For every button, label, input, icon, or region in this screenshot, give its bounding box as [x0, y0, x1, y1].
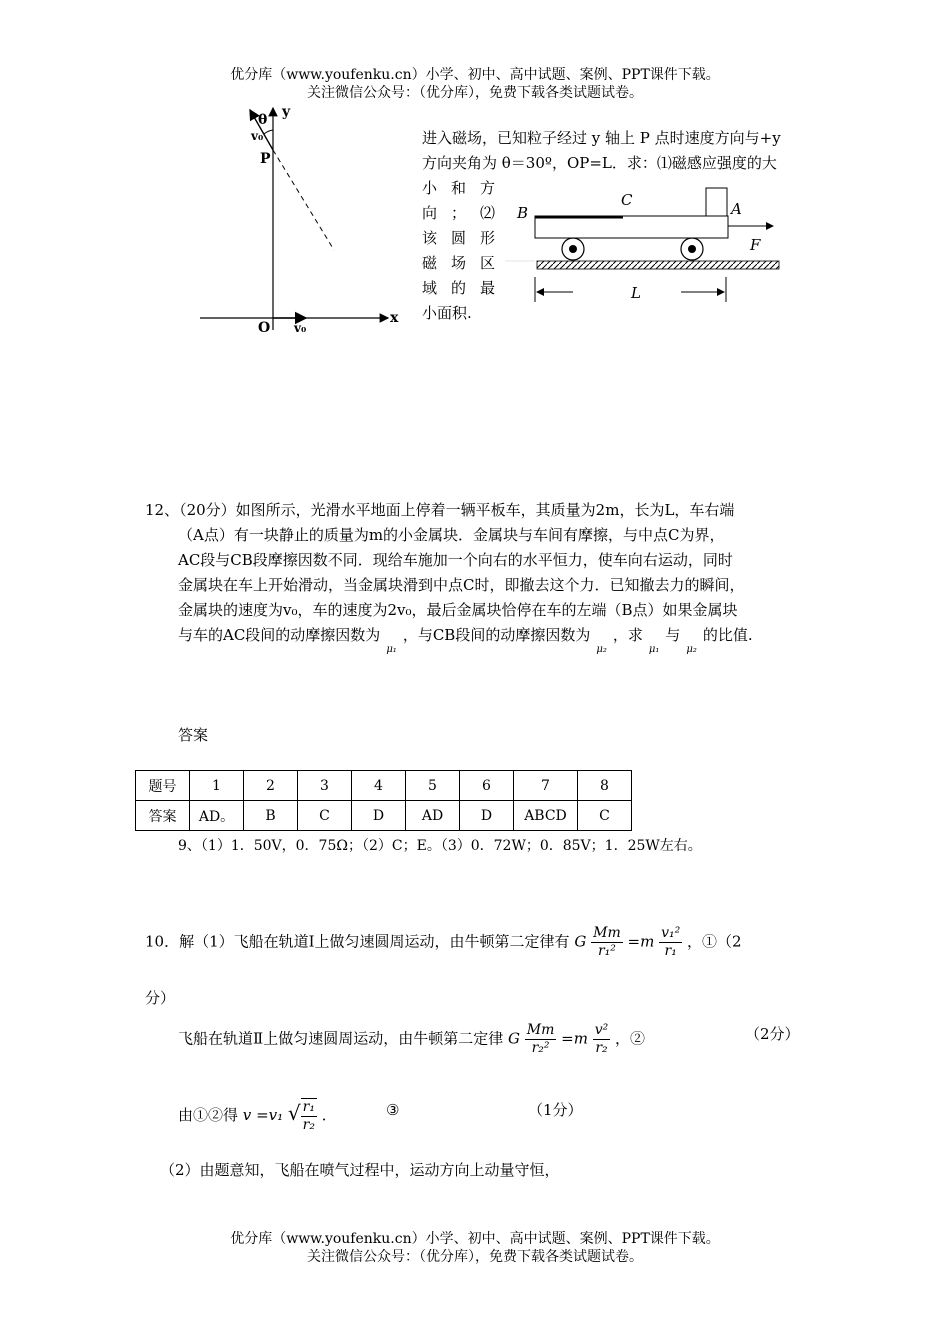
- q10-line-1-cont: 分）: [145, 989, 176, 1007]
- table-cell: AD: [406, 801, 460, 831]
- q11-line-2: 方向夹角为 θ＝30º，OP=L．求：⑴磁感应强度的大: [422, 154, 777, 172]
- label-b: B: [517, 204, 529, 222]
- q10-line-1: 10．解（1）飞船在轨道Ⅰ上做匀速圆周运动，由牛顿第二定律有 G $\frac{Mm}{\text{r₁²}}$ =m $\frac{\text{v₁²}}{\text{r₁}}$ ，①（2: [145, 925, 742, 959]
- metal-block: [706, 188, 727, 216]
- origin-label: O: [258, 320, 271, 336]
- x-label: x: [390, 310, 399, 326]
- axes-figure: [190, 100, 420, 345]
- table-row: [136, 771, 632, 801]
- mu1-symbol: μ₁: [386, 644, 397, 655]
- q10-line-2-score: （2分）: [745, 1025, 800, 1043]
- mu1-symbol-2: μ₁: [648, 644, 660, 655]
- p-label: P: [260, 151, 271, 167]
- table-cell: D: [352, 801, 406, 831]
- q11-wrap-4: 磁场区: [422, 254, 510, 272]
- table-cell: 6: [460, 771, 514, 801]
- table-cell: 8: [578, 771, 632, 801]
- q10-line-3: 由①②得 v =v₁ √ $\frac{\text{r₁}}{\text{r₂}}$ ．: [178, 1099, 337, 1133]
- q11-wrap-3: 该圆形: [422, 229, 510, 247]
- label-c: C: [621, 191, 633, 209]
- table-cell: AD。: [190, 801, 244, 831]
- footer-line-1: 优分库（www.youfenku.cn）小学、初中、高中试题、案例、PPT课件下载。: [230, 1231, 720, 1247]
- q12-line-1: 12、（20分）如图所示，光滑水平地面上停着一辆平板车，其质量为2m，长为L，车右端: [145, 501, 735, 519]
- v0-top-label: v₀: [251, 129, 264, 143]
- theta-label: θ: [258, 112, 268, 128]
- q10-line-3-score: （1分）: [528, 1101, 583, 1119]
- equation-3: v =v₁ √ $\frac{\text{r₁}}{\text{r₂}}$: [242, 1099, 315, 1133]
- table-cell: D: [460, 801, 514, 831]
- label-l: L: [631, 284, 641, 302]
- q12-line-5: 金属块的速度为v₀，车的速度为2v₀，最后金属块恰停在车的左端（B点）如果金属块: [178, 601, 738, 619]
- q11-wrap-5: 域的最: [422, 279, 510, 297]
- table-cell: 7: [514, 771, 578, 801]
- answers-title: 答案: [178, 726, 209, 744]
- q11-wrap-6: 小面积.: [422, 304, 472, 322]
- y-label: y: [282, 104, 291, 120]
- equation-2: G $\frac{Mm}{\text{r₂²}}$ =m $\frac{\text{v²}}{\text{r₂}}$: [507, 1022, 609, 1056]
- q10-line-3-mark: ③: [386, 1101, 400, 1119]
- q11-wrap-2: 向；⑵: [422, 204, 510, 222]
- q10-line-4: （2）由题意知，飞船在喷气过程中，运动方向上动量守恒，: [160, 1161, 560, 1179]
- header-line-1: 优分库（www.youfenku.cn）小学、初中、高中试题、案例、PPT课件下载。: [230, 67, 720, 83]
- row-label-number: 题号: [136, 771, 190, 801]
- table-cell: 1: [190, 771, 244, 801]
- equation-1: G $\frac{Mm}{\text{r₁²}}$ =m $\frac{\text{v₁²}}{\text{r₁}}$: [574, 925, 681, 959]
- v0-bottom-label: v₀: [294, 321, 307, 335]
- q12-line-2: （A点）有一块静止的质量为m的小金属块．金属块与车间有摩擦，与中点C为界，: [178, 526, 725, 544]
- q11-wrap-1: 小和方: [422, 179, 510, 197]
- mu2-symbol: μ₂: [596, 644, 607, 655]
- q10-line-2: 飞船在轨道Ⅱ上做匀速圆周运动，由牛顿第二定律 G $\frac{Mm}{\text{r₂²}}$ =m $\frac{\text{v²}}{\text{r₂}}$ ，②: [178, 1022, 646, 1056]
- ground: [537, 261, 779, 269]
- label-f: F: [750, 236, 761, 254]
- table-cell: 4: [352, 771, 406, 801]
- table-cell: C: [578, 801, 632, 831]
- q9-answer: 9、（1）1．50V，0．75Ω；（2）C；E。（3）0．72W；0．85V；1．25W左右。: [178, 838, 702, 854]
- table-cell: 5: [406, 771, 460, 801]
- header-line-2: 关注微信公众号：（优分库），免费下载各类试题试卷。: [307, 85, 643, 101]
- q12-line-4: 金属块在车上开始滑动，当金属块滑到中点C时，即撤去这个力．已知撤去力的瞬间，: [178, 576, 745, 594]
- table-cell: C: [298, 801, 352, 831]
- cart-figure: [505, 180, 790, 310]
- mu2-symbol-2: μ₂: [686, 644, 697, 655]
- footer-line-2: 关注微信公众号：（优分库），免费下载各类试题试卷。: [307, 1249, 643, 1265]
- q12-line-6: 与车的AC段间的动摩擦因数为$_{\mu_1}$，与CB段间的动摩擦因数为$_{\mu_2}$，求$_{\mu_1}$与$_{\mu_2}$的比值.: [178, 626, 753, 655]
- label-a: A: [731, 200, 742, 218]
- table-row: [136, 801, 632, 831]
- q11-line-1: 进入磁场，已知粒子经过 y 轴上 P 点时速度方向与+y: [422, 129, 781, 147]
- table-cell: B: [244, 801, 298, 831]
- row-label-answer: 答案: [136, 801, 190, 831]
- table-cell: ABCD: [514, 801, 578, 831]
- cart-body: [535, 216, 728, 238]
- dashed-trajectory: [273, 150, 334, 250]
- table-cell: 3: [298, 771, 352, 801]
- answer-table: [135, 770, 632, 831]
- theta-arc: [264, 130, 273, 134]
- table-cell: 2: [244, 771, 298, 801]
- q12-line-3: AC段与CB段摩擦因数不同．现给车施加一个向右的水平恒力，使车向右运动，同时: [178, 551, 733, 569]
